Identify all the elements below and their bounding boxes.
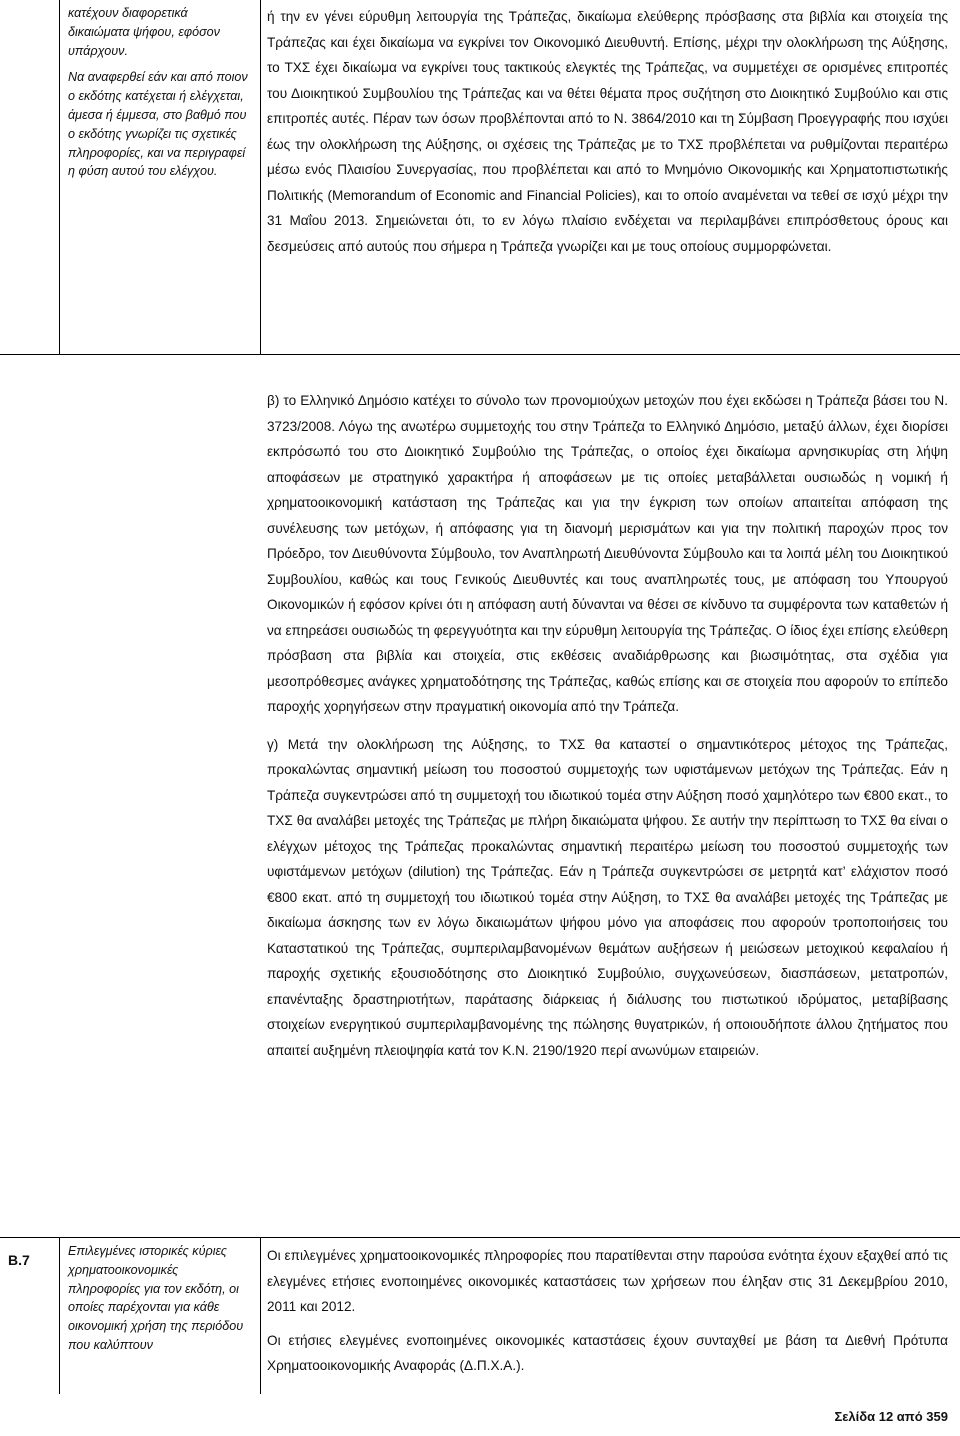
content-paragraph: γ) Μετά την ολοκλήρωση της Αύξησης, το ΤΧΣ θα καταστεί ο σημαντικότερος μέτοχος της Τράπεζας, προκαλώντας σημαντική μείωση του ποσοστού συμμετοχής των υφιστάμενων μετόχων της Τράπεζας. Εάν η Τράπεζα συγκεντρώσει από τη συμμετοχή του ιδιωτικού τομέα στην Αύξηση ποσό χαμηλότερο των €800 εκατ., το ΤΧΣ θα αναλάβει μετοχές της Τράπεζας με πλήρη δικαιώματα ψήφου. Σε αυτήν την περίπτωση το ΤΧΣ θα είναι ο ελέγχων μέτοχος της Τράπεζας προκαλώντας σημαντική περαιτέρω μείωση του ποσοστού συμμετοχής των υφιστάμενων μετόχων (dilution) της Τράπεζας. Εάν η Τράπεζα συγκεντρώσει σε μετρητά κατ’ ελάχιστον ποσό €800 εκατ. από τη συμμετοχή του ιδιωτικού τομέα στην Αύξηση, το ΤΧΣ θα αναλάβει μετοχές της Τράπεζας με δικαίωμα άσκησης των εν λόγω δικαιωμάτων ψήφου μόνο για αποφάσεις που αφορούν τροποποιήσεις του Καταστατικού της Τράπεζας, συμπεριλαμβανομένων θεμάτων αυξήσεων ή μειώσεων μετοχικού κεφαλαίου ή παροχής σχετικής εξουσιοδότησης στο Διοικητικό Συμβούλιο, συγχωνεύσεων, διασπάσεων, μετατροπών, επανένταξης δραστηριοτήτων, παράτασης διάρκειας ή διάλυσης του πιστωτικού ιδρύματος, μεταβίβασης στοιχείων ενεργητικού συμπεριλαμβανομένης της πώλησης θυγατρικών, ή οποιουδήποτε άλλου ζητήματος που απαιτεί αυξημένη πλειοψηφία κατά τον Κ.Ν. 2190/1920 περί ανωνύμων εταιρειών. (267, 736, 948, 1058)
element-description-1 (68, 4, 252, 181)
element-content-2 (267, 388, 948, 1063)
column-divider-right-2 (260, 1237, 261, 1394)
row-divider-top (0, 354, 960, 355)
column-divider-right (260, 0, 261, 354)
column-divider-left-2 (59, 1237, 60, 1394)
column-divider-left (59, 0, 60, 354)
section-code: B.7 (8, 1252, 30, 1268)
element-description-3 (68, 1242, 252, 1355)
content-paragraph: ή την εν γένει εύρυθμη λειτουργία της Τράπεζας, δικαίωμα ελεύθερης πρόσβασης στα βιβλία και στοιχεία της Τράπεζας και έχει δικαίωμα να εγκρίνει τον Οικονομικό Διευθυντή. Επίσης, μέχρι την ολοκλήρωση της Αύξησης, το ΤΧΣ έχει δικαίωμα να εγκρίνει τους τακτικούς ελεγκτές της Τράπεζας, να συμμετέχει σε ορισμένες επιτροπές του Διοικητικού Συμβουλίου της Τράπεζας και να θέτει θέματα προς συζήτηση στο Διοικητικό Συμβούλιο και στις επιτροπές αυτές. Πέραν των όσων προβλέπονται από το Ν. 3864/2010 και τη Σύμβαση Προεγγραφής που ισχύει έως την ολοκλήρωση της Αύξησης, οι σχέσεις της Τράπεζας με το ΤΧΣ προβλέπεται να ρυθμίζονται περαιτέρω μέσω ενός Πλαισίου Συνεργασίας, που προβλέπεται και από το Μνημόνιο Οικονομικής και Χρηματοπιστωτικής Πολιτικής (Memorandum of Economic and Financial Policies), και το οποίο αναμένεται να τεθεί σε ισχύ μέχρι την 31 Μαΐου 2013. Σημειώνεται ότι, το εν λόγω πλαίσιο ενδέχεται να περιλαμβάνει επιπρόσθετους όρους και δεσμεύσεις από αυτούς που σήμερα η Τράπεζα γνωρίζει και με τους οποίους συμμορφώνεται. (267, 9, 948, 254)
content-paragraph: β) το Ελληνικό Δημόσιο κατέχει το σύνολο των προνομιούχων μετοχών που έχει εκδώσει η Τράπεζα βάσει του Ν. 3723/2008. Λόγω της ανωτέρω συμμετοχής του στην Τράπεζα το Ελληνικό Δημόσιο, μεταξύ άλλων, έχει διορίσει εκπρόσωπό του στο Διοικητικό Συμβούλιο της Τράπεζας, ο οποίος έχει δικαίωμα αρνησικυρίας στη λήψη αποφάσεων με στρατηγικό χαρακτήρα ή αποφάσεων με τις οποίες μεταβάλλεται ουσιωδώς η νομική ή χρηματοοικονομική κατάσταση της Τράπεζας και για την έγκριση των οποίων απαιτείται απόφαση της συνέλευσης των μετόχων, ή απόφασης για τη διανομή μερισμάτων και για την πολιτική παροχών προς τον Πρόεδρο, τον Διευθύνοντα Σύμβουλο, τον Αναπληρωτή Διευθύνοντα Σύμβουλο και τα λοιπά μέλη του Διοικητικού Συμβουλίου, καθώς και τους Γενικούς Διευθυντές και τους αναπληρωτές τους, με απόφαση του Υπουργού Οικονομικών ή εφόσον κρίνει ότι η απόφαση αυτή δύνανται να θέσει σε κίνδυνο τα συμφέροντα των καταθετών ή να επηρεάσει ουσιωδώς τη φερεγγυότητα και την εύρυθμη λειτουργία της Τράπεζας. Ο ίδιος έχει επίσης ελεύθερη πρόσβαση στα βιβλία και στοιχεία, στις εκθέσεις αναδιάρθρωσης και βιωσιμότητας, στα σχέδια για μεσοπρόθεσμες ανάγκες χρηματοδότησης της Τράπεζας, καθώς επίσης και σε στοιχεία που αφορούν το επίπεδο παροχής χορηγήσεων στην πραγματική οικονομία από την Τράπεζα. (267, 393, 948, 714)
element-content-1 (267, 4, 948, 259)
page-number: Σελίδα 12 από 359 (834, 1409, 948, 1424)
element-content-3 (267, 1243, 948, 1379)
content-paragraph: Οι ετήσιες ελεγμένες ενοποιημένες οικονομικές καταστάσεις έχουν συνταχθεί με βάση τα Διεθνή Πρότυπα Χρηματοοικονομικής Αναφοράς (Δ.Π.Χ.Α.). (267, 1332, 948, 1373)
side-paragraph: κατέχουν διαφορετικά δικαιώματα ψήφου, εφόσον υπάρχουν. (68, 6, 220, 58)
side-paragraph: Επιλεγμένες ιστορικές κύριες χρηματοοικονομικές πληροφορίες για τον εκδότη, οι οποίες παρέχονται για κάθε οικονομική χρήση της περιόδου που καλύπτουν (68, 1244, 244, 1352)
side-paragraph: Να αναφερθεί εάν και από ποιον ο εκδότης κατέχεται ή ελέγχεται, άμεσα ή έμμεσα, στο βαθμό που ο εκδότης γνωρίζει τις σχετικές πληροφορίες, και να περιγραφεί η φύση αυτού του ελέγχου. (68, 70, 248, 179)
row-divider-middle (0, 1237, 960, 1238)
content-paragraph: Οι επιλεγμένες χρηματοοικονομικές πληροφορίες που παρατίθενται στην παρούσα ενότητα έχουν εξαχθεί από τις ελεγμένες ετήσιες ενοποιημένες οικονομικές καταστάσεις των χρήσεων που έληξαν στις 31 Δεκεμβρίου 2010, 2011 και 2012. (267, 1248, 948, 1314)
